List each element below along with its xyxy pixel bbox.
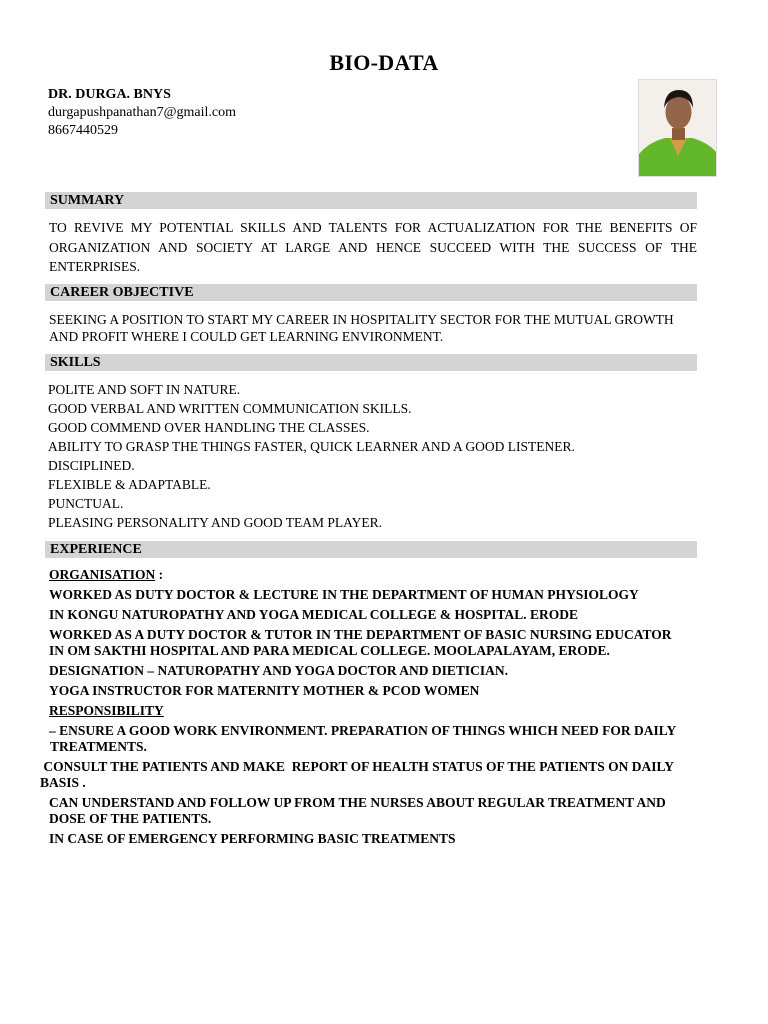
career-objective-text bbox=[49, 311, 674, 345]
experience-body bbox=[40, 567, 730, 847]
skill-item: POLITE AND SOFT IN NATURE. bbox=[48, 382, 241, 397]
profile-photo bbox=[638, 79, 717, 177]
experience-line: IN KONGU NATUROPATHY AND YOGA MEDICAL COLLEGE & HOSPITAL. ERODE bbox=[49, 607, 579, 622]
organisation-colon: : bbox=[155, 567, 164, 582]
responsibility-line: CAN UNDERSTAND AND FOLLOW UP FROM THE NURSES ABOUT REGULAR TREATMENT AND bbox=[49, 795, 666, 810]
organisation-label-line bbox=[40, 567, 730, 583]
email-text: durgapushpanathan7@gmail.com bbox=[48, 105, 236, 120]
experience-line: IN OM SAKTHI HOSPITAL AND PARA MEDICAL COLLEGE. MOOLAPALAYAM, ERODE. bbox=[49, 643, 610, 658]
skill-item: PLEASING PERSONALITY AND GOOD TEAM PLAYER. bbox=[48, 515, 383, 530]
skills-heading: SKILLS bbox=[45, 354, 697, 371]
contact-block bbox=[48, 86, 236, 140]
skill-item: GOOD COMMEND OVER HANDLING THE CLASSES. bbox=[48, 420, 370, 435]
experience-line: WORKED AS A DUTY DOCTOR & TUTOR IN THE DEPARTMENT OF BASIC NURSING EDUCATOR bbox=[49, 627, 672, 642]
summary-heading: SUMMARY bbox=[45, 192, 697, 209]
experience-line: YOGA INSTRUCTOR FOR MATERNITY MOTHER & PCOD WOMEN bbox=[49, 683, 480, 698]
skill-item: GOOD VERBAL AND WRITTEN COMMUNICATION SKILLS. bbox=[48, 401, 412, 416]
career-objective-line: AND PROFIT WHERE I COULD GET LEARNING ENVIRONMENT. bbox=[49, 329, 444, 344]
career-objective-line: SEEKING A POSITION TO START MY CAREER IN HOSPITALITY SECTOR FOR THE MUTUAL GROWTH bbox=[49, 312, 674, 327]
person-portrait-icon bbox=[639, 80, 717, 177]
phone-text: 8667440529 bbox=[48, 123, 118, 138]
career-objective-heading: CAREER OBJECTIVE bbox=[45, 284, 697, 301]
responsibility-line: CONSULT THE PATIENTS AND MAKE REPORT OF HEALTH STATUS OF THE PATIENTS ON DAILY bbox=[40, 759, 675, 774]
summary-text: TO REVIVE MY POTENTIAL SKILLS AND TALENTS FOR ACTUALIZATION FOR THE BENEFITS OF ORGANIZATION AND SOCIETY AT LARGE AND HENCE SUCCEED WITH THE SUCCESS OF THE ENTERPRISES. bbox=[49, 220, 697, 274]
responsibility-label-line bbox=[40, 703, 730, 719]
skill-item: PUNCTUAL. bbox=[48, 496, 124, 511]
responsibility-line: TREATMENTS. bbox=[50, 739, 147, 754]
responsibility-line: IN CASE OF EMERGENCY PERFORMING BASIC TREATMENTS bbox=[49, 831, 456, 846]
candidate-name: DR. DURGA. BNYS bbox=[48, 87, 171, 102]
responsibility-label: RESPONSIBILITY bbox=[49, 703, 164, 718]
document-title: BIO-DATA bbox=[329, 50, 439, 75]
experience-line: DESIGNATION – NATUROPATHY AND YOGA DOCTOR AND DIETICIAN. bbox=[49, 663, 509, 678]
skills-list bbox=[48, 380, 575, 532]
experience-heading: EXPERIENCE bbox=[45, 541, 697, 558]
experience-line: WORKED AS DUTY DOCTOR & LECTURE IN THE DEPARTMENT OF HUMAN PHYSIOLOGY bbox=[49, 587, 639, 602]
responsibility-line: BASIS . bbox=[40, 775, 86, 790]
organisation-label: ORGANISATION bbox=[49, 567, 156, 582]
skill-item: DISCIPLINED. bbox=[48, 458, 135, 473]
responsibility-line: DOSE OF THE PATIENTS. bbox=[49, 811, 212, 826]
skill-item: FLEXIBLE & ADAPTABLE. bbox=[48, 477, 211, 492]
skill-item: ABILITY TO GRASP THE THINGS FASTER, QUICK LEARNER AND A GOOD LISTENER. bbox=[48, 439, 575, 454]
responsibility-line: – ENSURE A GOOD WORK ENVIRONMENT. PREPARATION OF THINGS WHICH NEED FOR DAILY bbox=[49, 723, 677, 738]
